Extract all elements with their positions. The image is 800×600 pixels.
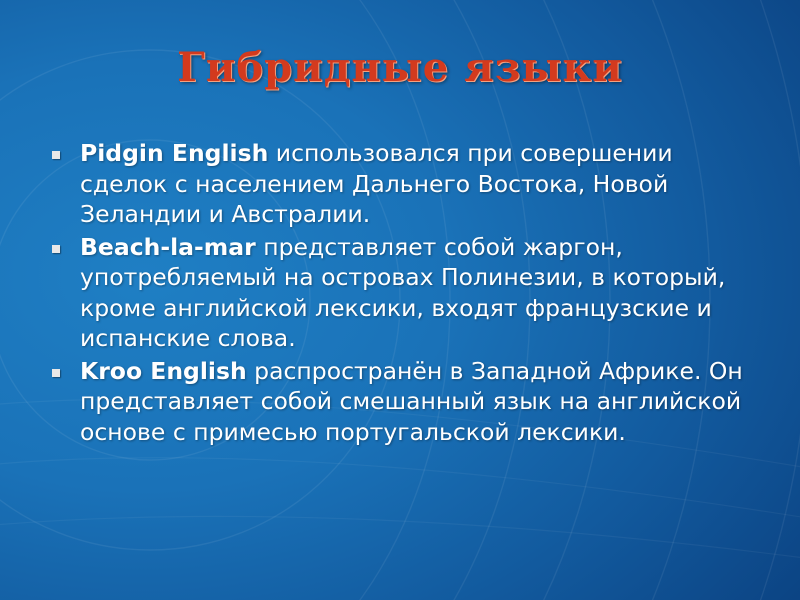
bullet-term: Kroo English — [80, 356, 247, 385]
list-item — [44, 232, 764, 354]
bullet-text: использовался при совершении сделок с населением Дальнего Востока, Новой Зеландии и Австралии. — [80, 139, 673, 229]
slide-body — [44, 138, 764, 449]
list-item — [44, 138, 764, 230]
bullet-list — [44, 138, 764, 447]
bullet-text: распространён в Западной Африке. Он представляет собой смешанный язык на английской основе с примесью португальской лексики. — [80, 356, 743, 446]
bullet-text: представляет собой жаргон, употребляемый на островах Полинезии, в который, кроме английской лексики, входят французские и испанские слова. — [80, 232, 726, 353]
bullet-term: Pidgin English — [80, 139, 269, 167]
bullet-term: Beach-la-mar — [80, 232, 256, 261]
page-title: Гибридные языки — [177, 44, 623, 91]
list-item — [44, 356, 764, 448]
